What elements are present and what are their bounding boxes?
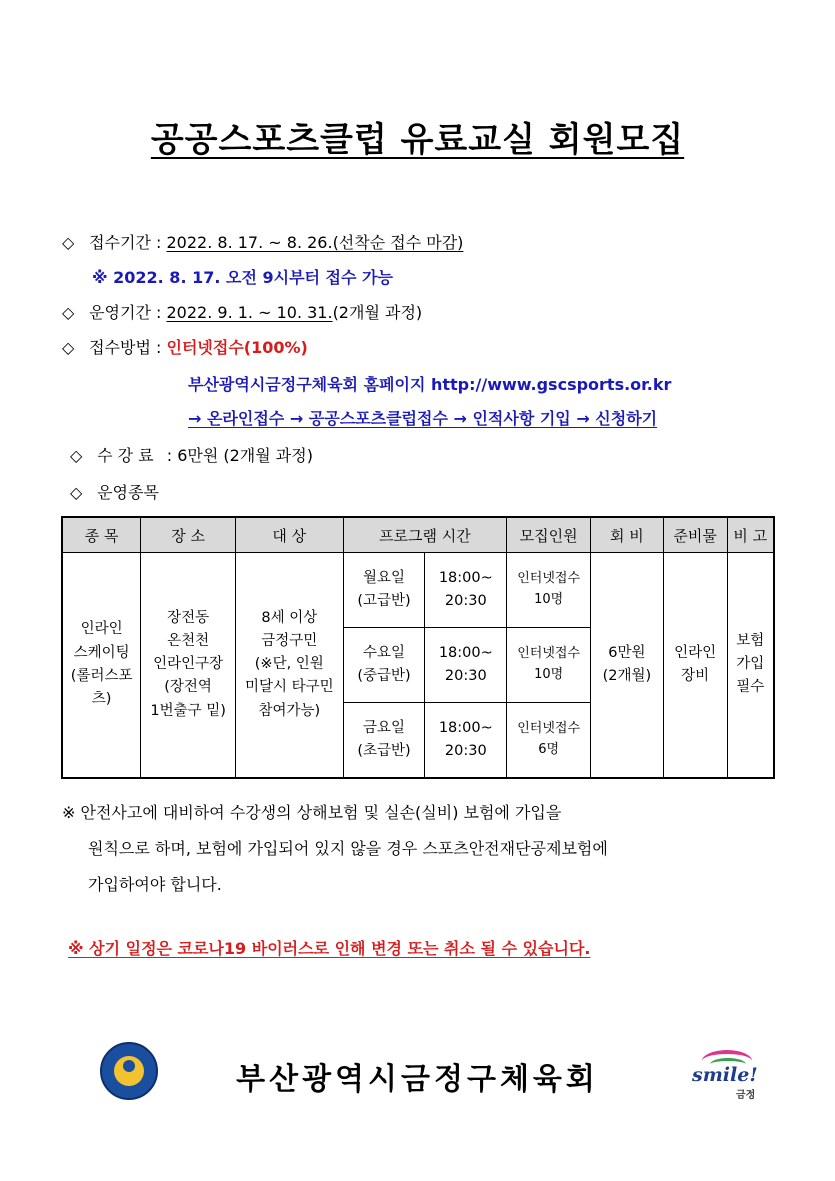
- reception-period-note: (선착순 접수 마감): [332, 233, 464, 252]
- cell-text: 18:00~: [438, 719, 493, 736]
- operation-period-note: (2개월 과정): [332, 303, 423, 322]
- program-table: [61, 516, 775, 779]
- cell-remarks: [727, 553, 774, 778]
- cell-day: [343, 628, 425, 703]
- cell-place: [141, 553, 236, 778]
- cell-text: 6만원: [608, 644, 646, 661]
- header-program-time: 프로그램 시간: [343, 517, 507, 553]
- cell-text: 8세 이상: [261, 609, 318, 626]
- cell-text: 필수: [736, 679, 765, 696]
- cell-text: 인터넷접수: [517, 646, 581, 662]
- cell-text: 참여가능): [258, 702, 321, 719]
- cell-text: 미달시 타구민: [244, 679, 334, 696]
- header-recruit: 모집인원: [507, 517, 591, 553]
- cell-text: 20:30: [444, 742, 487, 759]
- insurance-note-line2: 원칙으로 하며, 보험에 가입되어 있지 않을 경우 스포츠안전재단공제보험에: [88, 839, 608, 858]
- cell-text: 인라인구장: [153, 656, 224, 673]
- covid-note: ※ 상기 일정은 코로나19 바이러스로 인해 변경 또는 취소 될 수 있습니다.: [68, 939, 591, 958]
- cell-recruit: [507, 553, 591, 628]
- cell-text: (고급반): [357, 593, 411, 609]
- cell-text: (2개월): [602, 667, 652, 684]
- cell-recruit: [507, 703, 591, 778]
- cell-text: 스케이팅: [73, 644, 130, 661]
- cell-text: 온천천: [167, 632, 210, 649]
- smile-logo-sub: 금정: [736, 1090, 756, 1101]
- cell-day: [343, 703, 425, 778]
- cell-time: [425, 703, 507, 778]
- cell-text: 18:00~: [438, 569, 493, 586]
- cell-text: 장전동: [167, 609, 210, 626]
- diamond-bullet-icon: ◇: [62, 338, 75, 357]
- cell-text: 보험: [736, 632, 765, 649]
- cell-supplies: [663, 553, 727, 778]
- operation-period-value: 2022. 9. 1. ~ 10. 31.: [166, 303, 333, 322]
- header-place: 장 소: [141, 517, 236, 553]
- operation-period-label: 운영기간 :: [89, 303, 162, 322]
- insurance-note-line3: 가입하여야 합니다.: [88, 875, 222, 894]
- operation-period-line: [62, 300, 422, 323]
- cell-text: (중급반): [357, 668, 411, 684]
- cell-text: 월요일: [362, 569, 405, 586]
- cell-text: 가입: [736, 656, 765, 673]
- cell-text: 인라인: [80, 621, 123, 638]
- cell-text: 장비: [681, 667, 710, 684]
- reception-method-line: [62, 335, 308, 358]
- reception-period-value: 2022. 8. 17. ~ 8. 26.: [166, 233, 333, 252]
- reception-sub-note: ※ 2022. 8. 17. 오전 9시부터 접수 가능: [92, 268, 393, 287]
- cell-text: 금정구민: [261, 632, 318, 649]
- cell-text: 인터넷접수: [517, 720, 581, 736]
- cell-sport: [62, 553, 141, 778]
- cell-text: 인라인: [674, 644, 717, 661]
- smile-geumjeong-logo: [692, 1048, 772, 1100]
- cell-time: [425, 628, 507, 703]
- header-sport: 종 목: [62, 517, 141, 553]
- diamond-bullet-icon: ◇: [62, 233, 75, 252]
- reception-period-label: 접수기간 :: [89, 233, 162, 252]
- cell-text: (※단, 인원: [254, 656, 324, 673]
- cell-text: 1번출구 밑): [150, 702, 226, 719]
- table-header-row: [62, 517, 774, 553]
- reception-period-line: [62, 230, 463, 253]
- smile-logo-text: smile!: [692, 1064, 758, 1086]
- cell-text: 20:30: [444, 593, 487, 609]
- cell-fee: [590, 553, 663, 778]
- cell-text: 10명: [534, 667, 564, 682]
- fee-line: [70, 443, 313, 466]
- fee-label: 수 강 료: [97, 446, 154, 465]
- cell-time: [425, 553, 507, 628]
- fee-value: : 6만원 (2개월 과정): [166, 446, 313, 465]
- sports-label: 운영종목: [97, 483, 159, 502]
- cell-text: 6명: [538, 741, 560, 757]
- sports-line: [70, 480, 159, 503]
- header-remarks: 비 고: [727, 517, 774, 553]
- cell-text: 수요일: [362, 644, 405, 661]
- insurance-note-line1: ※ 안전사고에 대비하여 수강생의 상해보험 및 실손(실비) 보험에 가입을: [62, 803, 562, 822]
- cell-text: 20:30: [444, 668, 487, 684]
- cell-recruit: [507, 628, 591, 703]
- reception-method-value: 인터넷접수(100%): [166, 338, 308, 357]
- reception-method-label: 접수방법 :: [89, 338, 162, 357]
- table-row: [62, 553, 774, 628]
- cell-text: (롤러스포츠): [70, 667, 133, 707]
- page-title: 공공스포츠클럽 유료교실 회원모집: [150, 120, 685, 160]
- cell-text: 10명: [534, 592, 564, 607]
- diamond-bullet-icon: ◇: [62, 303, 75, 322]
- header-fee: 회 비: [590, 517, 663, 553]
- footer-org-name: 부산광역시금정구체육회: [236, 1062, 599, 1097]
- site-line[interactable]: 부산광역시금정구체육회 홈페이지 http://www.gscsports.or.kr: [188, 375, 672, 394]
- cell-target: [235, 553, 343, 778]
- cell-text: 인터넷접수: [517, 571, 581, 587]
- header-supplies: 준비물: [663, 517, 727, 553]
- diamond-bullet-icon: ◇: [70, 446, 83, 465]
- cell-text: 금요일: [362, 719, 405, 736]
- header-target: 대 상: [235, 517, 343, 553]
- diamond-bullet-icon: ◇: [70, 483, 83, 502]
- steps-line: → 온라인접수 → 공공스포츠클럽접수 → 인적사항 기입 → 신청하기: [188, 409, 658, 428]
- cell-day: [343, 553, 425, 628]
- cell-text: 18:00~: [438, 644, 493, 661]
- cell-text: (장전역: [164, 679, 212, 696]
- cell-text: (초급반): [357, 742, 411, 759]
